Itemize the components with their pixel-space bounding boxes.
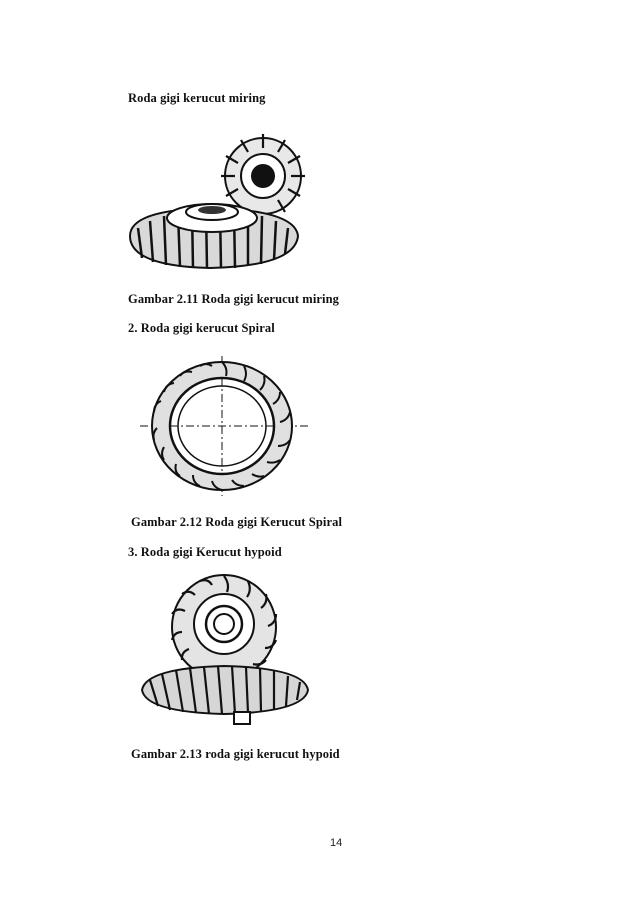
section-heading-bevel-gear: Roda gigi kerucut miring xyxy=(128,91,266,105)
straight-bevel-gear-figure xyxy=(120,118,320,278)
pinion-gear xyxy=(221,134,305,214)
hypoid-ring-gear xyxy=(142,666,308,724)
figure-caption-2-11: Gambar 2.11 Roda gigi kerucut miring xyxy=(128,292,340,306)
section-heading-hypoid-bevel-gear: 3. Roda gigi Kerucut hypoid xyxy=(128,545,282,559)
hypoid-pinion xyxy=(172,575,276,679)
hypoid-bevel-gear-figure xyxy=(136,572,311,732)
figure-caption-2-12: Gambar 2.12 Roda gigi Kerucut Spiral xyxy=(131,515,343,529)
spiral-bevel-gear-figure xyxy=(140,356,310,496)
figure-caption-2-13: Gambar 2.13 roda gigi kerucut hypoid xyxy=(131,747,340,761)
page-number: 14 xyxy=(330,837,343,849)
section-heading-spiral-bevel-gear: 2. Roda gigi kerucut Spiral xyxy=(128,321,275,335)
